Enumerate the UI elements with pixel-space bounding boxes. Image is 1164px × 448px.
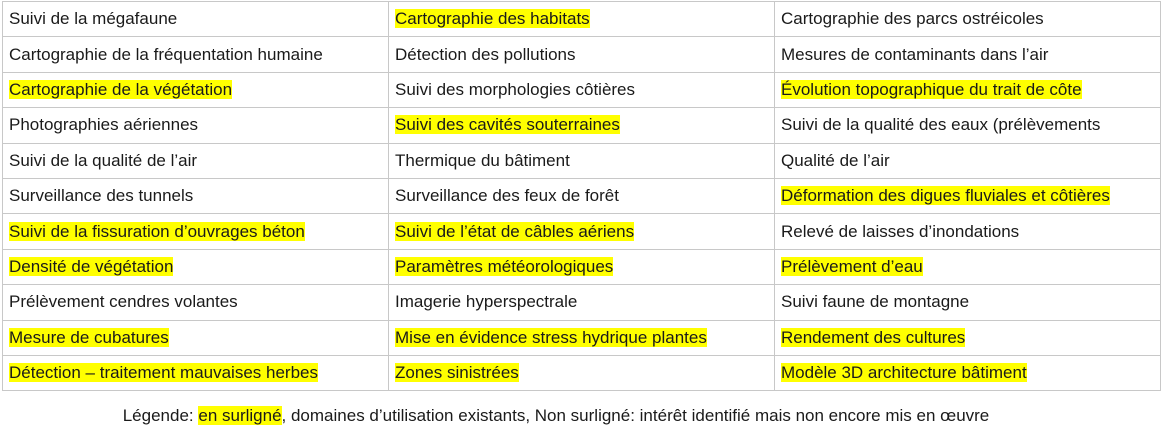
domain-label: Qualité de l’air (781, 150, 890, 170)
table-cell (775, 72, 1161, 107)
highlighted-domain-label: Rendement des cultures (781, 327, 966, 347)
usage-domains-table (2, 1, 1161, 391)
domain-label: Prélèvement cendres volantes (9, 292, 238, 312)
table-cell (389, 320, 775, 355)
table-body (3, 2, 1161, 391)
table-row (3, 143, 1161, 178)
highlighted-domain-label: Suivi de la fissuration d’ouvrages béton (9, 221, 305, 241)
table-cell (3, 214, 389, 249)
highlighted-domain-label: Cartographie de la végétation (9, 79, 233, 99)
table-cell (775, 108, 1161, 143)
table-row (3, 108, 1161, 143)
table-cell (3, 285, 389, 320)
table-cell (3, 143, 389, 178)
table-row (3, 355, 1161, 390)
domain-label: Surveillance des tunnels (9, 186, 194, 206)
highlighted-domain-label: Suivi de l’état de câbles aériens (395, 221, 635, 241)
highlighted-domain-label: Modèle 3D architecture bâtiment (781, 363, 1027, 383)
highlighted-domain-label: Détection – traitement mauvaises herbes (9, 363, 318, 383)
domain-label: Mesures de contaminants dans l’air (781, 44, 1049, 64)
table-row (3, 37, 1161, 72)
legend-prefix: Légende: (122, 406, 199, 425)
table-row (3, 72, 1161, 107)
highlighted-domain-label: Prélèvement d’eau (781, 256, 923, 276)
table-cell (3, 72, 389, 107)
highlighted-domain-label: Densité de végétation (9, 256, 174, 276)
table-cell (3, 108, 389, 143)
table-row (3, 178, 1161, 213)
table-cell (3, 178, 389, 213)
table-cell (389, 72, 775, 107)
domain-label: Cartographie des parcs ostréicoles (781, 9, 1044, 29)
table-cell (389, 2, 775, 37)
table-row (3, 249, 1161, 284)
domain-label: Détection des pollutions (395, 44, 576, 64)
table-cell (389, 285, 775, 320)
legend-description: , domaines d’utilisation existants, Non surligné: intérêt identifié mais non encore mis en œuvre (281, 406, 990, 425)
domain-label: Surveillance des feux de forêt (395, 186, 619, 206)
domain-label: Suivi faune de montagne (781, 292, 970, 312)
table-cell (775, 143, 1161, 178)
legend-highlight-sample: en surligné (198, 406, 282, 425)
highlighted-domain-label: Mise en évidence stress hydrique plantes (395, 327, 707, 347)
table-cell (3, 249, 389, 284)
table-cell (775, 2, 1161, 37)
highlighted-domain-label: Zones sinistrées (395, 363, 519, 383)
table-row (3, 2, 1161, 37)
highlighted-domain-label: Déformation des digues fluviales et côtières (781, 186, 1110, 206)
highlighted-domain-label: Paramètres météorologiques (395, 256, 614, 276)
domain-label: Cartographie de la fréquentation humaine (9, 44, 323, 64)
domain-label: Suivi de la mégafaune (9, 9, 178, 29)
table-row (3, 214, 1161, 249)
table-cell (389, 355, 775, 390)
table-cell (775, 249, 1161, 284)
table-cell (775, 320, 1161, 355)
domain-label: Suivi de la qualité de l’air (9, 150, 198, 170)
domain-label: Suivi des morphologies côtières (395, 79, 636, 99)
table-cell (389, 143, 775, 178)
table-cell (389, 108, 775, 143)
domain-label: Photographies aériennes (9, 115, 199, 135)
table-cell (389, 249, 775, 284)
table-row (3, 285, 1161, 320)
highlighted-domain-label: Suivi des cavités souterraines (395, 115, 620, 135)
highlighted-domain-label: Cartographie des habitats (395, 9, 590, 29)
domain-label: Suivi de la qualité des eaux (prélèvements (781, 115, 1101, 135)
domain-label: Thermique du bâtiment (395, 150, 570, 170)
legend (0, 406, 1112, 426)
table-cell (775, 285, 1161, 320)
table-cell (775, 355, 1161, 390)
table-cell (3, 37, 389, 72)
table-cell (775, 178, 1161, 213)
table-cell (3, 320, 389, 355)
table-cell (389, 37, 775, 72)
table-row (3, 320, 1161, 355)
highlighted-domain-label: Mesure de cubatures (9, 327, 169, 347)
highlighted-domain-label: Évolution topographique du trait de côte (781, 79, 1082, 99)
domain-label: Relevé de laisses d’inondations (781, 221, 1020, 241)
table-cell (3, 2, 389, 37)
table-cell (3, 355, 389, 390)
table-cell (775, 214, 1161, 249)
domain-label: Imagerie hyperspectrale (395, 292, 578, 312)
table-cell (389, 178, 775, 213)
table-cell (389, 214, 775, 249)
table-cell (775, 37, 1161, 72)
